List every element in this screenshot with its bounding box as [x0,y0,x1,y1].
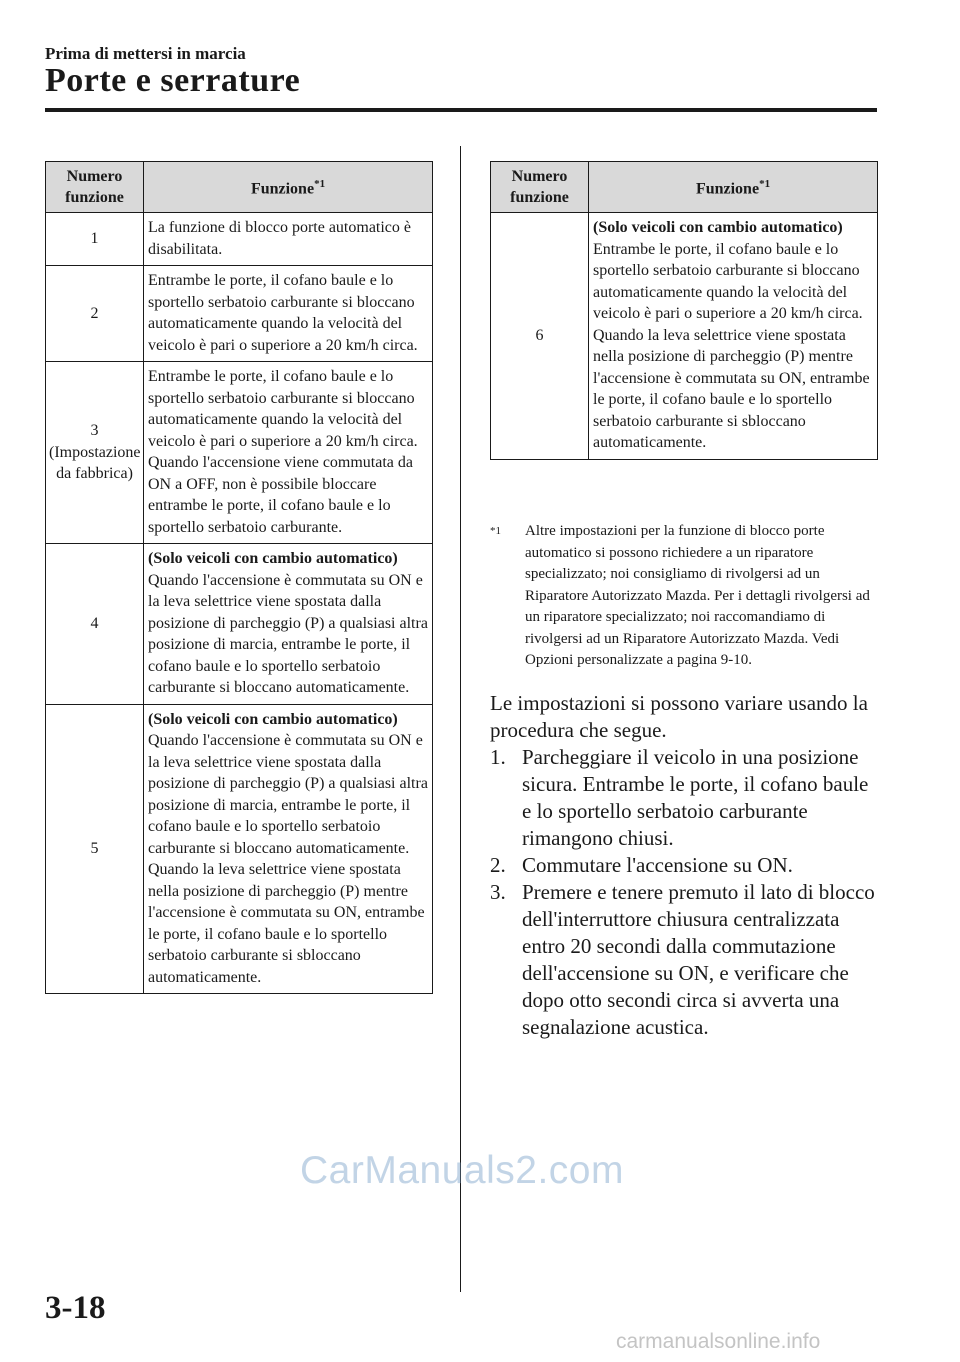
vehicle-condition-note: (Solo veicoli con cambio automatico) [148,550,398,567]
function-number: 6 [491,213,589,460]
footnote [490,521,877,672]
function-number: 3 (Impostazione da fabbrica) [46,362,144,544]
step-number: 2. [490,853,506,877]
table-body-left [46,213,433,994]
table-row [46,544,433,705]
step-number: 3. [490,880,506,904]
chapter-title: Porte e serrature [45,62,301,99]
table-header-row [491,162,878,213]
vehicle-condition-note: (Solo veicoli con cambio automatico) [593,219,843,236]
table-row [491,213,878,460]
table-row [46,362,433,544]
function-description [144,362,433,544]
watermark: CarManuals2.com [300,1149,624,1192]
description-text: Quando la leva selettrice viene spostata nella posizione di parcheggio (P) mentre l'accensione è commutata su ON, entrambe le porte, il cofano baule e lo sportello serbatoio carburante si sbloccano automaticamente. [593,326,870,451]
page-number: 3-18 [45,1290,106,1326]
function-number: 1 [46,213,144,266]
function-description [144,213,433,266]
procedure-step [490,852,882,879]
table-body-right [491,213,878,460]
footnote-mark: *1 [490,525,501,537]
step-number: 1. [490,745,506,769]
table-row [46,704,433,994]
table-row [46,213,433,266]
description-text: Entrambe le porte, il cofano baule e lo sportello serbatoio carburante si bloccano automaticamente quando la velocità del veicolo è pari o superiore a 20 km/h circa. [148,272,418,354]
procedure-step [490,879,882,1041]
section-label: Prima di mettersi in marcia [45,44,246,63]
header-number: Numero funzione [46,162,144,213]
table-header-row [46,162,433,213]
description-text: Entrambe le porte, il cofano baule e lo sportello serbatoio carburante si bloccano automaticamente quando la velocità del veicolo è pari o superiore a 20 km/h circa. [593,240,863,322]
step-text: Parcheggiare il veicolo in una posizione sicura. Entrambe le porte, il cofano baule e lo sportello serbatoio carburante rimangono chiusi. [522,745,869,850]
column-divider [460,146,461,1292]
description-text: La funzione di blocco porte automatico è disabilitata. [148,219,412,258]
function-number: 4 [46,544,144,705]
step-text: Commutare l'accensione su ON. [522,853,793,877]
function-table-left [45,161,433,994]
header-rule [45,108,877,112]
header-number: Numero funzione [491,162,589,213]
description-text: Quando l'accensione è commutata su ON e la leva selettrice viene spostata dalla posizione di parcheggio (P) a qualsiasi altra posizione di marcia, entrambe le porte, il cofano baule e lo sportello serbatoio carburante si bloccano automaticamente. [148,571,428,696]
intro-paragraph: Le impostazioni si possono variare usando la procedura che segue. [490,691,868,742]
header-function: Funzione$^{*1}$ [144,162,433,213]
function-description [144,266,433,362]
description-text: Entrambe le porte, il cofano baule e lo sportello serbatoio carburante si bloccano automaticamente quando la velocità del veicolo è pari o superiore a 20 km/h circa. Quando l'accensione viene commutata da ON a OFF, non è possibile bloccare entrambe le porte, il cofano baule e lo sportello serbatoio carburante. [148,368,418,536]
table-row [46,266,433,362]
function-description [589,213,878,460]
function-description [144,704,433,994]
description-text: Quando la leva selettrice viene spostata nella posizione di parcheggio (P) mentre l'accensione è commutata su ON, entrambe le porte, il cofano baule e lo sportello serbatoio carburante si sbloccano automaticamente. [148,861,425,986]
function-number: 5 [46,704,144,994]
site-mark: carmanualsonline.info [616,1330,821,1353]
description-text: Quando l'accensione è commutata su ON e la leva selettrice viene spostata dalla posizione di parcheggio (P) a qualsiasi altra posizione di marcia, entrambe le porte, il cofano baule e lo sportello serbatoio carburante si bloccano automaticamente. [148,732,428,857]
header-function: Funzione$^{*1}$ [589,162,878,213]
function-description [144,544,433,705]
procedure-step [490,744,882,852]
footnote-text: Altre impostazioni per la funzione di blocco porte automatico si possono richiedere a un riparatore specializzato; noi consigliamo di rivolgersi ad un Riparatore Autorizzato Mazda. Per i dettagli rivolgersi ad un riparatore specializzato; noi raccomandiamo di rivolgersi ad un Riparatore Autorizzato Mazda. Vedi Opzioni personalizzate a pagina 9-10. [525,523,870,668]
procedure-steps [490,744,882,1041]
step-text: Premere e tenere premuto il lato di blocco dell'interruttore chiusura centralizzata entro 20 secondi dalla commutazione dell'accensione su ON, e verificare che dopo otto secondi circa si avverta una segnalazione acustica. [522,880,875,1039]
function-number: 2 [46,266,144,362]
vehicle-condition-note: (Solo veicoli con cambio automatico) [148,710,398,728]
function-table-right [490,161,878,460]
